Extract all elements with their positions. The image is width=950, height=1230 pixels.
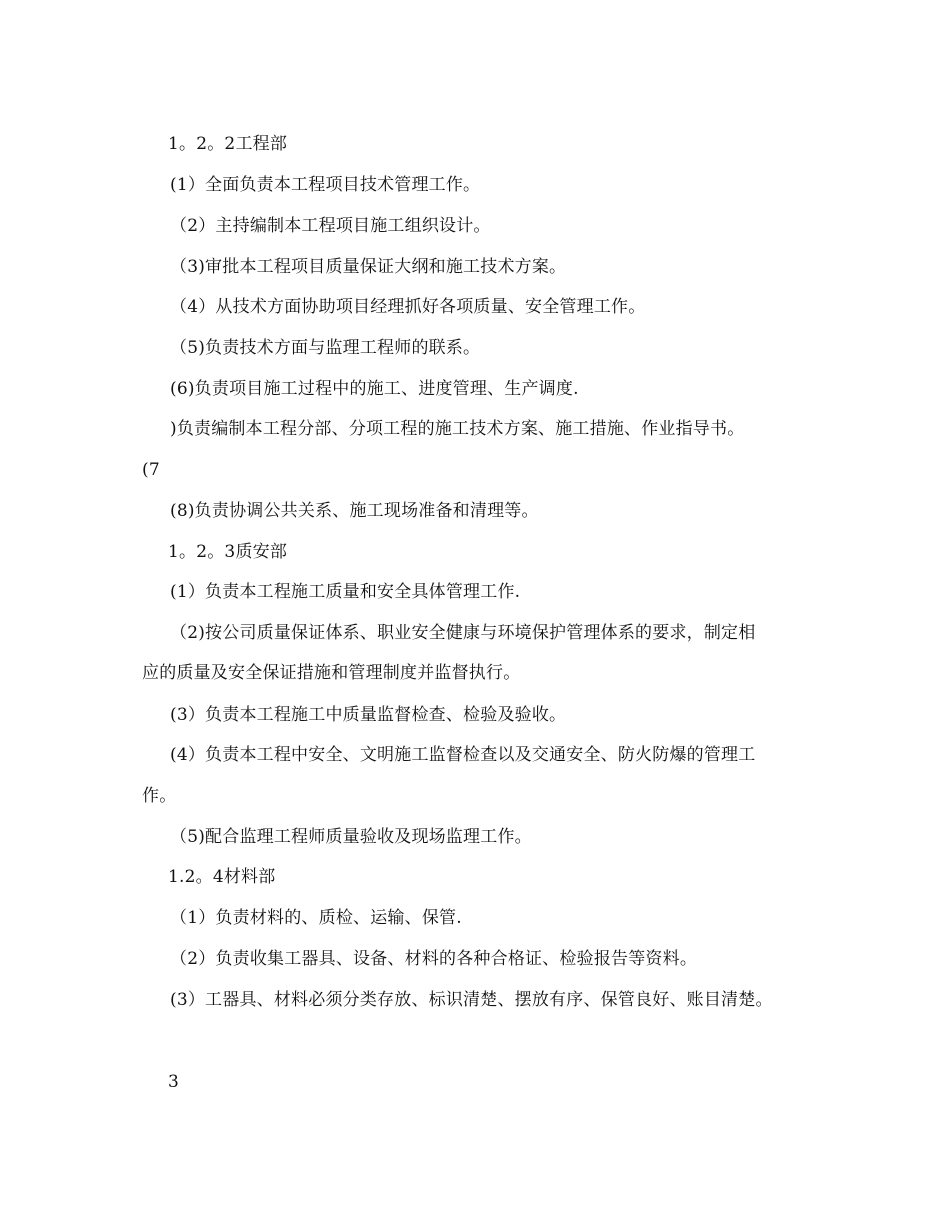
section-heading-1-2-4: 1.2。4材料部 <box>168 867 276 887</box>
section-heading-1-2-3: 1。2。3质安部 <box>168 542 288 562</box>
paragraph-line: )负责编制本工程分部、分项工程的施工技术方案、施工措施、作业指导书。 <box>170 419 745 439</box>
section-heading-1-2-2: 1。2。2工程部 <box>168 134 288 154</box>
paragraph-line: (1）全面负责本工程项目技术管理工作。 <box>170 175 481 195</box>
paragraph-line: （2）负责收集工器具、设备、材料的各种合格证、检验报告等资料。 <box>170 949 698 969</box>
paragraph-line: （2)按公司质量保证体系、职业安全健康与环境保护管理体系的要求，制定相 <box>170 623 756 643</box>
paragraph-line: （3)审批本工程项目质量保证大纲和施工技术方案。 <box>170 257 567 277</box>
paragraph-line: （4）从技术方面协助项目经理抓好各项质量、安全管理工作。 <box>170 297 646 317</box>
page-number: 3 <box>168 1072 180 1092</box>
paragraph-line: (3）工器具、材料必须分类存放、标识清楚、摆放有序、保管良好、账目清楚。 <box>170 990 773 1010</box>
paragraph-line: （2）主持编制本工程项目施工组织设计。 <box>170 216 491 236</box>
paragraph-line: 作。 <box>142 786 177 806</box>
paragraph-line: (3）负责本工程施工中质量监督检查、检验及验收。 <box>170 705 567 725</box>
paragraph-line: (8)负责协调公共关系、施工现场准备和清理等。 <box>170 501 539 521</box>
paragraph-line: （5)负责技术方面与监理工程师的联系。 <box>170 338 481 358</box>
paragraph-line: （1）负责材料的、质检、运输、保管. <box>170 908 462 928</box>
paragraph-line: (7 <box>142 460 160 480</box>
paragraph-line: (6)负责项目施工过程中的施工、进度管理、生产调度. <box>170 379 579 399</box>
paragraph-line: （5)配合监理工程师质量验收及现场监理工作。 <box>170 827 532 847</box>
paragraph-line: (1）负责本工程施工质量和安全具体管理工作. <box>170 582 521 602</box>
paragraph-line: 应的质量及安全保证措施和管理制度并监督执行。 <box>142 663 521 683</box>
paragraph-line: (4）负责本工程中安全、文明施工监督检查以及交通安全、防火防爆的管理工 <box>170 745 756 765</box>
